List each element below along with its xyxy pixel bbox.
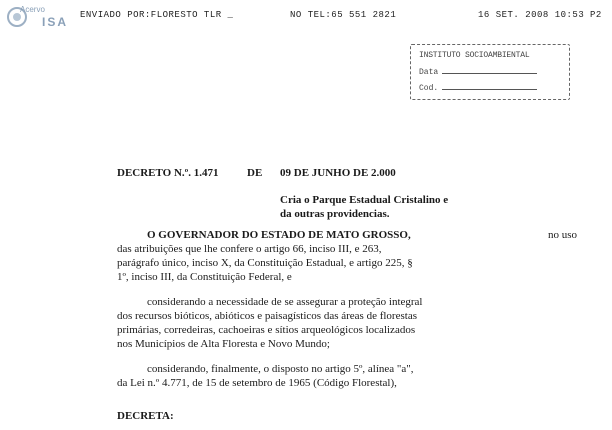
paragraph-1-line-1-rest: no uso	[547, 229, 577, 241]
paragraph-1-line-1	[147, 229, 577, 242]
paragraph-2-line-2: dos recursos bióticos, abióticos e paisagísticos das áreas de florestas	[117, 310, 417, 322]
decree-de: DE	[247, 167, 263, 179]
decree-summary-line-2: da outras providencias.	[280, 208, 390, 220]
paragraph-3-line-1: considerando, finalmente, o disposto no artigo 5º, alínea "a",	[147, 363, 414, 375]
stamp-title: INSTITUTO SOCIOAMBIENTAL	[419, 51, 530, 60]
paragraph-2-line-3: primárias, corredeiras, cachoeiras e sítios arqueológicos localizados	[117, 324, 416, 336]
paragraph-1-line-2: das atribuições que lhe confere o artigo 66, inciso III, e 263,	[117, 243, 382, 255]
paragraph-2-line-1: considerando a necessidade de se assegurar a proteção integral	[147, 296, 423, 308]
fax-datetime: 16 SET. 2008 10:53	[478, 10, 585, 20]
decree-summary-line-1: Cria o Parque Estadual Cristalino e	[280, 194, 449, 206]
logo-top-text: Acervo	[20, 5, 45, 14]
fax-page: P2	[590, 10, 602, 20]
paragraph-1-line-3: parágrafo único, inciso X, da Constituição Estadual, e artigo 225, §	[117, 257, 413, 269]
logo-main-text: ISA	[42, 15, 69, 29]
paragraph-2-line-4: nos Municípios de Alta Floresta e Novo Mundo;	[117, 338, 330, 350]
governor-heading: O GOVERNADOR DO ESTADO DE MATO GROSSO,	[147, 229, 411, 241]
decree-date: 09 DE JUNHO DE 2.000	[280, 167, 396, 179]
paragraph-3-line-2: da Lei n.º 4.771, de 15 de setembro de 1965 (Código Florestal),	[117, 377, 397, 389]
fax-phone: NO TEL:65 551 2821	[290, 10, 397, 20]
stamp-date-label: Data	[419, 68, 439, 77]
fax-sender: ENVIADO POR:FLORESTO TLR _	[80, 10, 234, 20]
decreta-heading: DECRETA:	[117, 410, 174, 422]
decree-title: DECRETO N.º. 1.471	[117, 167, 219, 179]
paragraph-1-line-4: 1º, inciso III, da Constituição Federal, e	[117, 271, 292, 283]
stamp-code-label: Cod.	[419, 84, 439, 93]
